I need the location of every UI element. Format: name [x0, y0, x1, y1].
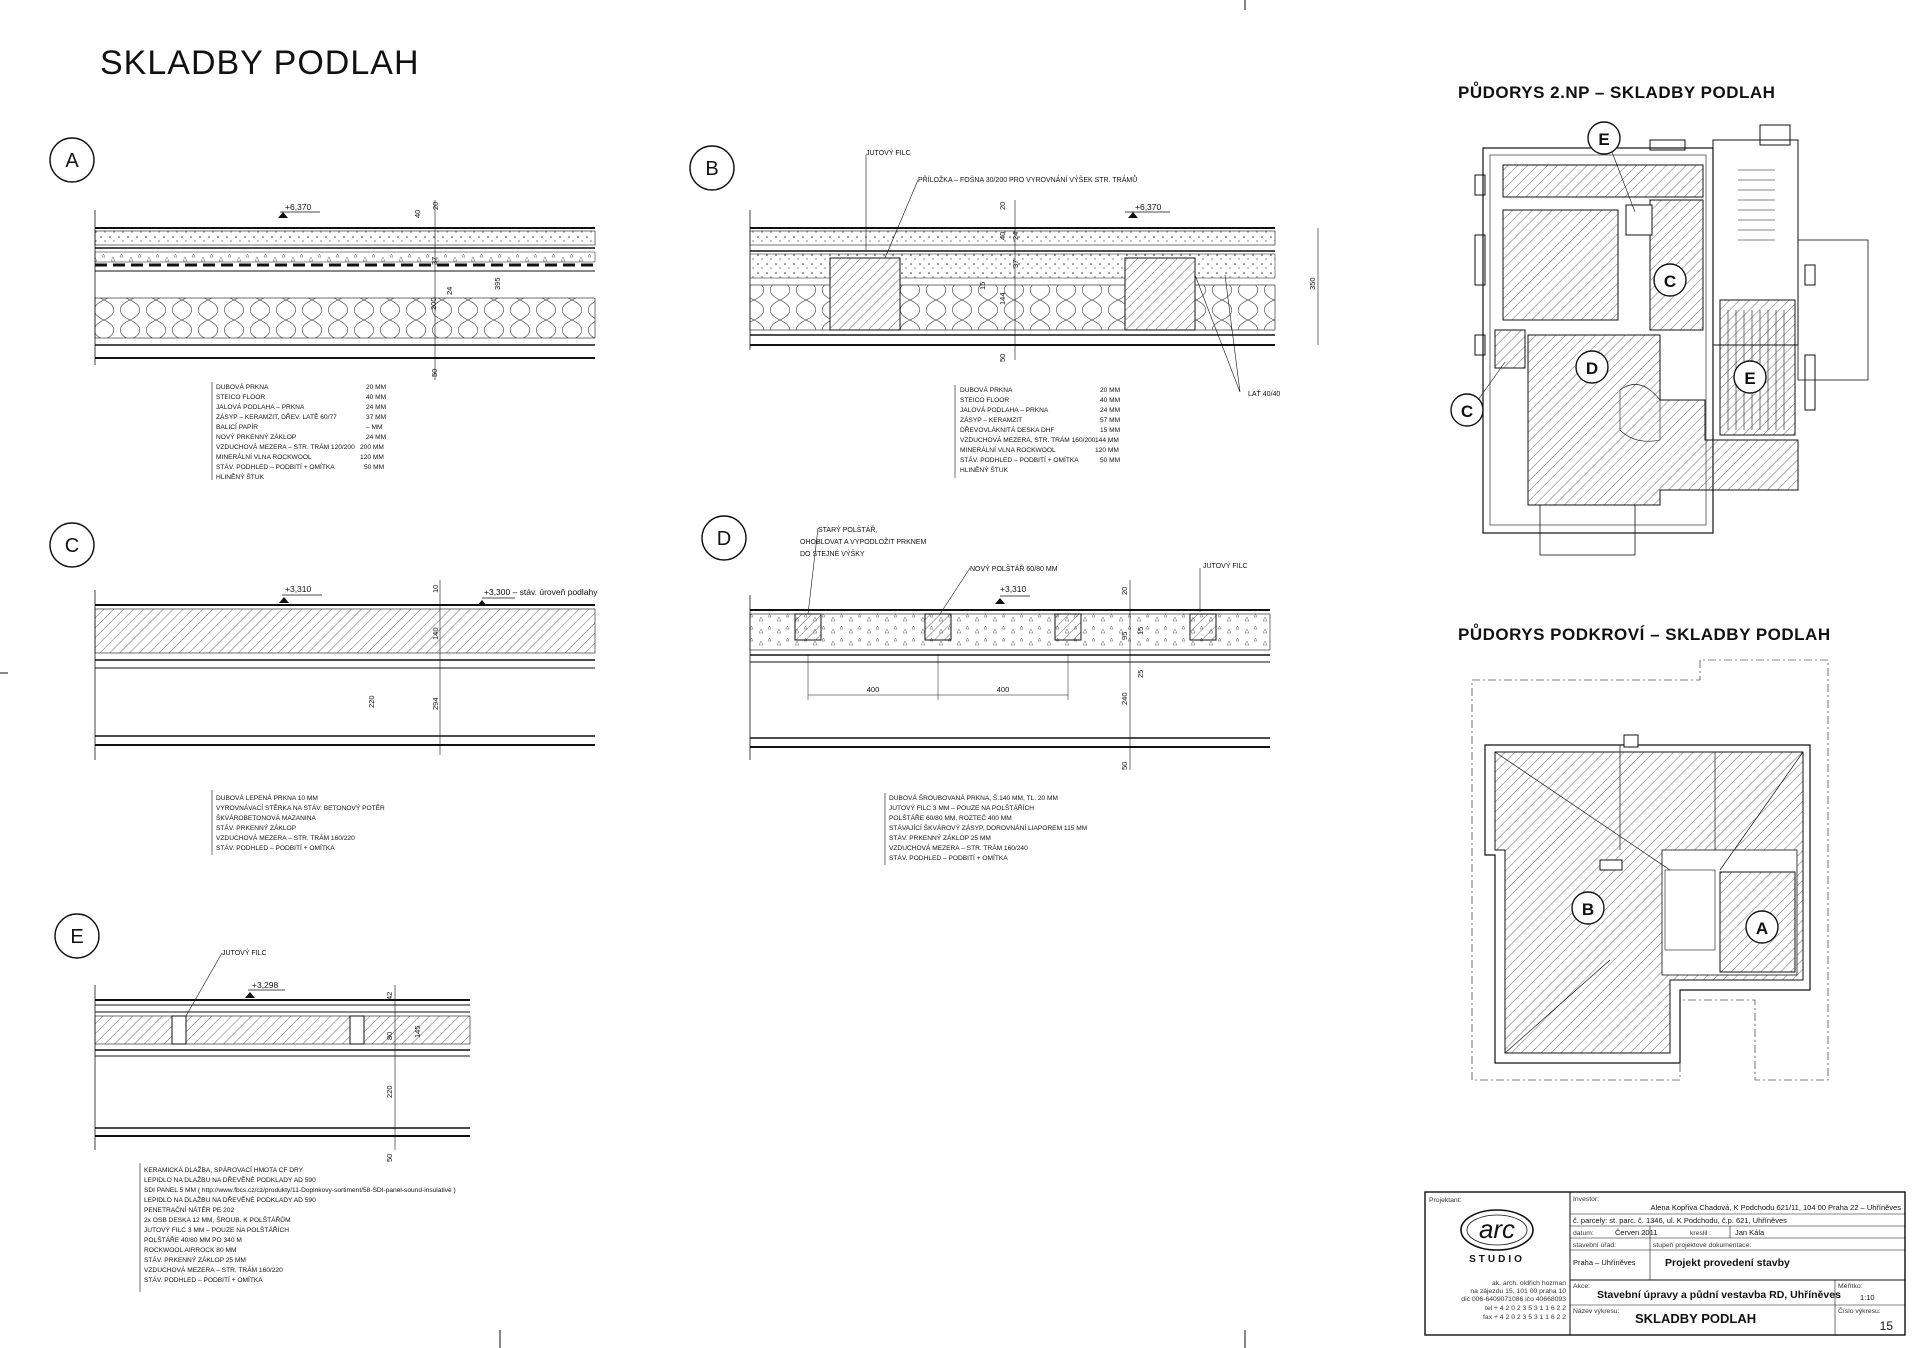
svg-text:POLŠTÁŘE 40/80 MM PO 340 M: POLŠTÁŘE 40/80 MM PO 340 M	[144, 1237, 242, 1244]
svg-text:MINERÁLNÍ VLNA ROCKWOOL: MINERÁLNÍ VLNA ROCKWOOL	[960, 447, 1056, 454]
svg-text:24: 24	[1011, 231, 1020, 240]
svg-text:1:10: 1:10	[1860, 1293, 1875, 1302]
plan-2np	[1451, 82, 1868, 555]
svg-text:E: E	[1744, 369, 1756, 388]
svg-text:40 MM: 40 MM	[366, 394, 387, 401]
svg-text:Investor:: Investor:	[1573, 1196, 1600, 1203]
svg-text:VZDUCHOVÁ MEZERA – STR. TRÁM 1: VZDUCHOVÁ MEZERA – STR. TRÁM 160/240	[889, 845, 1028, 852]
svg-text:VZDUCHOVÁ MEZERA, STR. TRÁM 16: VZDUCHOVÁ MEZERA, STR. TRÁM 160/200	[960, 437, 1096, 444]
section-d-legend	[889, 793, 1087, 862]
svg-text:24 MM: 24 MM	[366, 404, 387, 411]
svg-text:15 MM: 15 MM	[1100, 427, 1121, 434]
section-b-legend	[960, 385, 1120, 474]
svg-text:DO STEJNÉ VÝŠKY: DO STEJNÉ VÝŠKY	[800, 551, 865, 558]
svg-text:400: 400	[866, 685, 880, 694]
svg-text:JALOVÁ PODLAHA – PRKNA: JALOVÁ PODLAHA – PRKNA	[960, 407, 1049, 414]
svg-text:220: 220	[367, 695, 376, 708]
svg-text:na zájezdu 15, 101 00 praha 10: na zájezdu 15, 101 00 praha 10	[1470, 1288, 1566, 1295]
svg-text:50: 50	[430, 368, 439, 377]
svg-text:50: 50	[998, 353, 1007, 362]
svg-text:E: E	[70, 926, 84, 948]
svg-text:25: 25	[1136, 669, 1145, 678]
plan-2np-title: PŮDORYS 2.NP – SKLADBY PODLAH	[1458, 83, 1776, 102]
svg-text:Projektant:: Projektant:	[1429, 1197, 1462, 1204]
svg-text:MINERÁLNÍ VLNA ROCKWOOL: MINERÁLNÍ VLNA ROCKWOOL	[216, 454, 312, 461]
svg-text:DUBOVÁ PRKNA: DUBOVÁ PRKNA	[216, 384, 269, 391]
section-a-legend	[216, 382, 386, 481]
svg-text:40 MM: 40 MM	[1100, 397, 1121, 404]
svg-text:95: 95	[1120, 631, 1129, 640]
svg-text:dič 006-6409071086 ičo 4066809: dič 006-6409071086 ičo 40668093	[1461, 1296, 1566, 1303]
svg-text:fax + 4 2 0 2 3 5 3 1 1 6: fax + 4 2 0 2 3 5 3 1 1 6 2 2	[1483, 1314, 1566, 1321]
jute-felt-note: JUTOVÝ FILC	[866, 150, 911, 157]
section-a	[50, 138, 595, 481]
section-b	[690, 146, 1318, 478]
svg-text:20 MM: 20 MM	[1100, 387, 1121, 394]
svg-text:42: 42	[385, 991, 394, 1000]
svg-text:350: 350	[1308, 277, 1317, 290]
section-d	[702, 516, 1270, 865]
section-e	[55, 914, 470, 1292]
svg-text:24: 24	[445, 286, 454, 295]
svg-text:E: E	[1598, 130, 1610, 149]
svg-text:20: 20	[431, 201, 440, 210]
svg-text:BALICÍ PAPÍR: BALICÍ PAPÍR	[216, 424, 259, 431]
svg-text:POLŠTÁŘE 60/80 MM, ROZTEČ 400: POLŠTÁŘE 60/80 MM, ROZTEČ 400 MM	[889, 815, 1012, 822]
svg-text:STÁV. PRKENNÝ ZÁKLOP 25 MM: STÁV. PRKENNÝ ZÁKLOP 25 MM	[144, 1257, 246, 1264]
svg-text:datum:: datum:	[1573, 1230, 1594, 1237]
svg-text:50: 50	[385, 1153, 394, 1162]
svg-text:240: 240	[1120, 692, 1129, 705]
svg-text:ROCKWOOL AIRROCK 80 MM: ROCKWOOL AIRROCK 80 MM	[144, 1247, 237, 1254]
svg-text:tel + 4 2 0 2 3 5 3 1 1 6: tel + 4 2 0 2 3 5 3 1 1 6 2 2	[1484, 1305, 1566, 1312]
svg-text:VZDUCHOVÁ MEZERA – STR. TRÁM 1: VZDUCHOVÁ MEZERA – STR. TRÁM 160/220	[144, 1267, 283, 1274]
svg-text:Měřítko:: Měřítko:	[1838, 1283, 1863, 1290]
svg-text:SDI PANEL 5 MM ( http://www.f: SDI PANEL 5 MM ( http://www.fbcs.cz/cz/produkty/11-Doplnkovy-sortiment/58-SDI-panel-sound-insulative )	[144, 1187, 456, 1194]
svg-text:STÁVAJÍCÍ ŠKVÁROVÝ ZÁSYP, DORO: STÁVAJÍCÍ ŠKVÁROVÝ ZÁSYP, DOROVNÁNÍ LIAPOREM 115 MM	[889, 825, 1088, 832]
svg-text:DUBOVÁ LEPENÁ PRKNA 10 MM: DUBOVÁ LEPENÁ PRKNA 10 MM	[216, 795, 318, 802]
svg-text:– MM: – MM	[366, 424, 383, 431]
svg-text:80: 80	[385, 1031, 394, 1040]
section-a-level: +6,370	[285, 202, 312, 212]
svg-text:+6,370: +6,370	[1135, 202, 1162, 212]
svg-text:STÁV. PODHLED – PODBITÍ + OMÍT: STÁV. PODHLED – PODBITÍ + OMÍTKA	[216, 464, 335, 471]
svg-text:Jan Kála: Jan Kála	[1735, 1228, 1765, 1237]
svg-text:PENETRAČNÍ NÁTĚR PE 202: PENETRAČNÍ NÁTĚR PE 202	[144, 1207, 235, 1214]
svg-text:JUTOVÝ FILC 3 MM – POUZE NA PO: JUTOVÝ FILC 3 MM – POUZE NA POLŠTÁŘÍCH	[889, 805, 1034, 812]
svg-text:PŘÍLOŽKA – FOŠNA 30/200 PRO VY: PŘÍLOŽKA – FOŠNA 30/200 PRO VYROVNÁNÍ VÝŠEK STR. TRÁMŮ	[918, 177, 1138, 184]
svg-text:VZDUCHOVÁ MEZERA – STR. TRÁM 1: VZDUCHOVÁ MEZERA – STR. TRÁM 160/220	[216, 835, 355, 842]
svg-text:B: B	[705, 158, 719, 180]
svg-text:20: 20	[998, 201, 1007, 210]
svg-text:NOVÝ POLŠTÁŘ 60/80 MM: NOVÝ POLŠTÁŘ 60/80 MM	[970, 566, 1058, 573]
svg-text:2x OSB DESKA 12 MM, ŠROUB. K P: 2x OSB DESKA 12 MM, ŠROUB. K POLŠTÁŘŮM	[144, 1217, 291, 1224]
svg-text:24 MM: 24 MM	[366, 434, 387, 441]
svg-text:Alena Kopřiva Chadová, K Podch: Alena Kopřiva Chadová, K Podchodu 621/11, 104 00 Praha 22 – Uhříněves	[1650, 1203, 1901, 1212]
svg-text:+3,298: +3,298	[252, 980, 279, 990]
svg-text:20: 20	[1120, 586, 1129, 595]
svg-text:C: C	[64, 535, 80, 557]
svg-text:STEICO FLOOR: STEICO FLOOR	[216, 394, 266, 401]
svg-text:kreslil :: kreslil :	[1690, 1230, 1712, 1237]
svg-text:HLINĚNÝ ŠTUK: HLINĚNÝ ŠTUK	[216, 474, 264, 481]
svg-text:stupeň projektové dokumentace:: stupeň projektové dokumentace:	[1653, 1242, 1752, 1249]
svg-text:stavební úřad:: stavební úřad:	[1573, 1242, 1617, 1249]
svg-text:ZÁSYP – KERAMZIT: ZÁSYP – KERAMZIT	[960, 417, 1023, 424]
svg-text:15: 15	[1136, 626, 1145, 635]
svg-text:144: 144	[998, 292, 1007, 305]
svg-text:+3,310: +3,310	[1000, 584, 1027, 594]
svg-text:Akce:: Akce:	[1573, 1283, 1590, 1290]
svg-text:120 MM: 120 MM	[360, 454, 384, 461]
svg-text:57 MM: 57 MM	[1100, 417, 1121, 424]
svg-text:37: 37	[1011, 259, 1020, 268]
svg-text:D: D	[716, 528, 732, 550]
svg-text:DUBOVÁ ŠROUBOVANÁ PRKNA, Š.140: DUBOVÁ ŠROUBOVANÁ PRKNA, Š.140 MM, TL. 20 MM	[889, 795, 1059, 802]
section-c	[50, 523, 598, 855]
svg-text:40: 40	[413, 209, 422, 218]
svg-text:Číslo výkresu:: Číslo výkresu:	[1838, 1308, 1881, 1315]
svg-text:LEPIDLO NA DLAŽBU NA DŘEVĚNÉ P: LEPIDLO NA DLAŽBU NA DŘEVĚNÉ PODKLADY AD 590	[144, 1177, 316, 1184]
svg-text:ak. arch. oldřich hozman: ak. arch. oldřich hozman	[1491, 1280, 1566, 1287]
svg-text:LEPIDLO NA DLAŽBU NA DŘEVĚNÉ P: LEPIDLO NA DLAŽBU NA DŘEVĚNÉ PODKLADY AD 590	[144, 1197, 316, 1204]
svg-text:294: 294	[431, 697, 440, 710]
svg-text:200 MM: 200 MM	[360, 444, 384, 451]
svg-text:STÁV. PODHLED – PODBITÍ + OMÍT: STÁV. PODHLED – PODBITÍ + OMÍTKA	[960, 457, 1079, 464]
svg-text:37: 37	[430, 256, 439, 265]
svg-text:400: 400	[996, 685, 1010, 694]
svg-text:120 MM: 120 MM	[1095, 447, 1119, 454]
svg-text:JUTOVÝ FILC: JUTOVÝ FILC	[222, 950, 267, 957]
arc-logo: arc	[1478, 1214, 1516, 1244]
svg-text:OHOBLOVAT A VYPODLOŽIT PRKNEM: OHOBLOVAT A VYPODLOŽIT PRKNEM	[800, 539, 927, 546]
svg-text:220: 220	[385, 1085, 394, 1098]
svg-text:15: 15	[1879, 1319, 1893, 1333]
svg-text:50 MM: 50 MM	[364, 464, 385, 471]
section-c-legend	[216, 793, 385, 852]
svg-text:+3,310: +3,310	[285, 584, 312, 594]
svg-text:145: 145	[413, 1025, 422, 1038]
svg-text:STUDIO: STUDIO	[1469, 1254, 1525, 1265]
svg-text:Stavební úpravy a půdní vestav: Stavební úpravy a půdní vestavba RD, Uhříněves	[1597, 1289, 1841, 1301]
svg-text:STÁV. PRKENNÝ ZÁKLOP 25 MM: STÁV. PRKENNÝ ZÁKLOP 25 MM	[889, 835, 991, 842]
svg-text:JUTOVÝ FILC: JUTOVÝ FILC	[1203, 563, 1248, 570]
svg-text:KERAMICKÁ DLAŽBA, SPÁROVACÍ HM: KERAMICKÁ DLAŽBA, SPÁROVACÍ HMOTA CF DRY	[144, 1167, 304, 1174]
title-block	[1425, 1192, 1905, 1335]
svg-text:24 MM: 24 MM	[1100, 407, 1121, 414]
svg-text:VZDUCHOVÁ MEZERA – STR. TRÁM 1: VZDUCHOVÁ MEZERA – STR. TRÁM 120/200	[216, 444, 355, 451]
svg-text:A: A	[1755, 919, 1769, 938]
svg-text:+3,300 – stáv. úroveň podlahy: +3,300 – stáv. úroveň podlahy	[484, 587, 598, 597]
svg-text:37 MM: 37 MM	[366, 414, 387, 421]
page-title: SKLADBY PODLAH	[100, 44, 420, 82]
plan-attic-title: PŮDORYS PODKROVÍ – SKLADBY PODLAH	[1458, 625, 1831, 644]
svg-text:ŠKVÁROBETONOVÁ MAZANINA: ŠKVÁROBETONOVÁ MAZANINA	[216, 815, 316, 822]
svg-text:50 MM: 50 MM	[1100, 457, 1121, 464]
svg-text:STÁV. PRKENNÝ ZÁKLOP: STÁV. PRKENNÝ ZÁKLOP	[216, 825, 297, 832]
svg-text:Červen 2011: Červen 2011	[1615, 1228, 1658, 1237]
svg-text:STÁV. PODHLED – PODBITÍ + OMÍT: STÁV. PODHLED – PODBITÍ + OMÍTKA	[144, 1277, 263, 1284]
svg-text:STARÝ POLŠTÁŘ,: STARÝ POLŠTÁŘ,	[818, 527, 878, 534]
plan-attic	[1458, 624, 1831, 1080]
svg-text:200: 200	[429, 297, 438, 310]
svg-text:Projekt provedení stavby: Projekt provedení stavby	[1665, 1257, 1790, 1269]
svg-text:40: 40	[998, 231, 1007, 240]
svg-text:Název výkresu:: Název výkresu:	[1573, 1308, 1620, 1315]
svg-text:SKLADBY PODLAH: SKLADBY PODLAH	[1635, 1311, 1757, 1326]
svg-text:LAŤ 40/40: LAŤ 40/40	[1248, 391, 1281, 398]
section-e-legend	[144, 1165, 456, 1284]
svg-text:STÁV. PODHLED – PODBITÍ + OMÍT: STÁV. PODHLED – PODBITÍ + OMÍTKA	[216, 845, 335, 852]
svg-text:15: 15	[978, 281, 987, 290]
svg-text:C: C	[1663, 272, 1677, 291]
svg-text:10: 10	[431, 584, 440, 593]
svg-text:č. parcely: st. parc. č. 1346,: č. parcely: st. parc. č. 1346, ul. K Podchodu, č.p. 621, Uhříněves	[1573, 1216, 1787, 1225]
svg-text:395: 395	[493, 277, 502, 290]
svg-text:STÁV. PODHLED – PODBITÍ + OMÍT: STÁV. PODHLED – PODBITÍ + OMÍTKA	[889, 855, 1008, 862]
svg-text:144 MM: 144 MM	[1095, 437, 1119, 444]
svg-text:B: B	[1581, 900, 1595, 919]
svg-text:HLINĚNÝ ŠTUK: HLINĚNÝ ŠTUK	[960, 467, 1008, 474]
svg-text:NOVÝ PRKENNÝ ZÁKLOP: NOVÝ PRKENNÝ ZÁKLOP	[216, 434, 297, 441]
svg-text:STEICO FLOOR: STEICO FLOOR	[960, 397, 1010, 404]
svg-text:20 MM: 20 MM	[366, 384, 387, 391]
svg-text:C: C	[1460, 402, 1474, 421]
svg-text:JUTOVÝ FILC 3 MM – POUZE NA P: JUTOVÝ FILC 3 MM – POUZE NA POLŠTÁŘÍCH	[144, 1227, 289, 1234]
svg-text:140: 140	[431, 627, 440, 640]
svg-text:D: D	[1585, 359, 1599, 378]
svg-text:VYROVNÁVACÍ STĚRKA NA STÁV. BE: VYROVNÁVACÍ STĚRKA NA STÁV. BETONOVÝ POTĚR	[216, 805, 385, 812]
svg-text:ZÁSYP – KERAMZIT, DŘEV. LATĚ 6: ZÁSYP – KERAMZIT, DŘEV. LATĚ 60/77	[216, 414, 337, 421]
svg-text:DŘEVOVLÁKNITÁ DESKA DHF: DŘEVOVLÁKNITÁ DESKA DHF	[960, 427, 1055, 434]
svg-text:Praha – Uhříněves: Praha – Uhříněves	[1573, 1258, 1636, 1267]
svg-text:50: 50	[1120, 761, 1129, 770]
svg-text:JALOVÁ PODLAHA – PRKNA: JALOVÁ PODLAHA – PRKNA	[216, 404, 305, 411]
section-a-label: A	[65, 150, 79, 172]
svg-text:DUBOVÁ PRKNA: DUBOVÁ PRKNA	[960, 387, 1013, 394]
